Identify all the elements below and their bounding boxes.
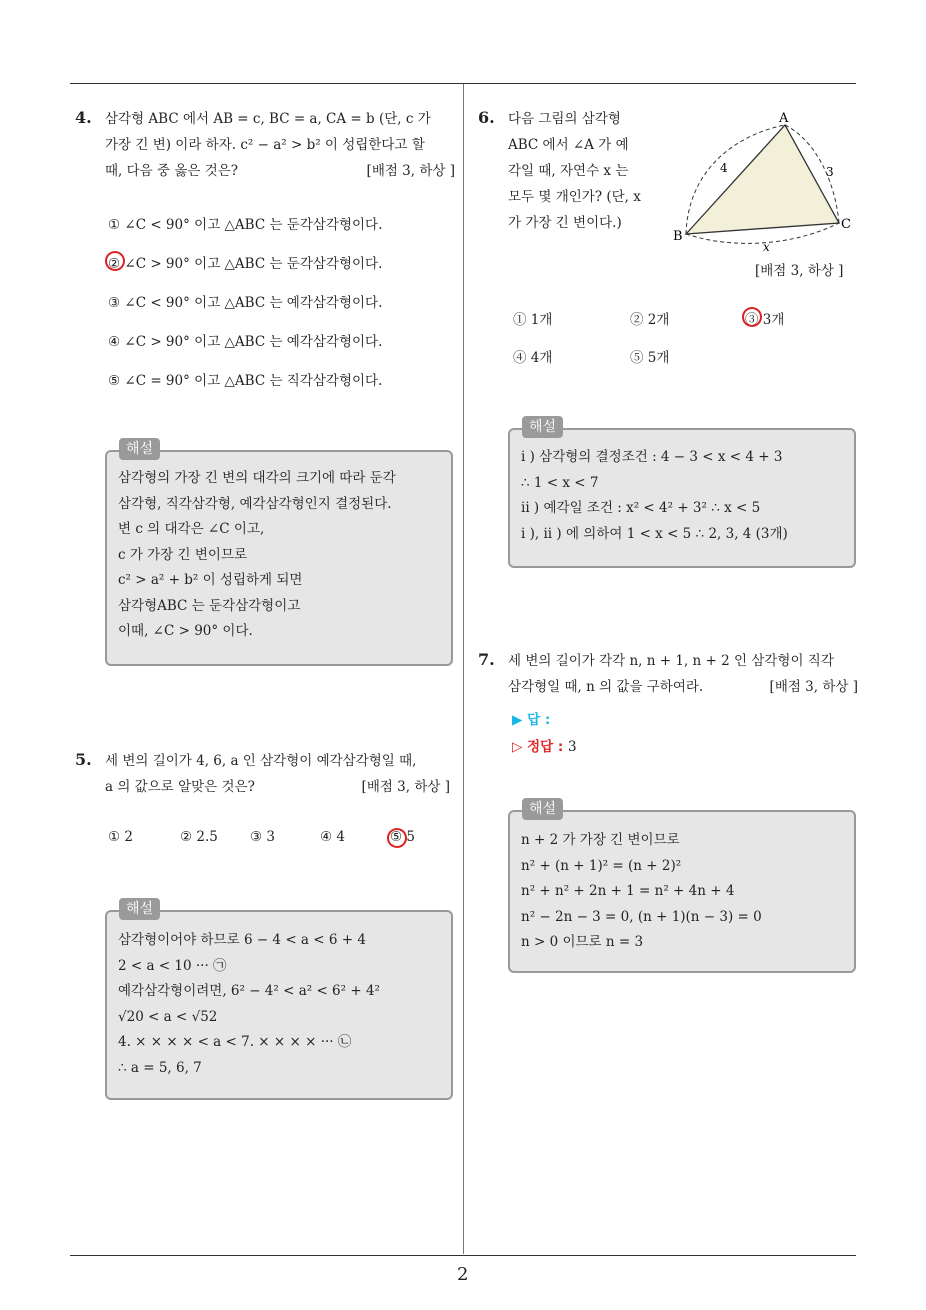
column-divider (463, 84, 464, 1254)
q7-answer-label: ▶ 답 : (512, 712, 551, 728)
q5-option-2[interactable]: ② 2.5 (180, 829, 218, 845)
side-ab-label: 4 (720, 161, 728, 175)
q4-option-5[interactable]: ⑤ ∠C = 90° 이고 △ABC 는 직각삼각형이다. (108, 373, 383, 389)
q6-solution-tag: 해설 (522, 416, 563, 438)
side-ac-label: 3 (826, 165, 834, 179)
bottom-rule (70, 1255, 856, 1256)
q6-points: [배점 3, 하상 ] (755, 263, 844, 279)
vertex-b-label: B (673, 229, 683, 244)
q5-text (105, 748, 450, 800)
q7-correct-label: ▷ 정답 : 3 (512, 739, 577, 755)
q4-option-1[interactable]: ① ∠C < 90° 이고 △ABC 는 둔각삼각형이다. (108, 217, 383, 233)
q5-solution-tag: 해설 (119, 898, 160, 920)
q6-text: 다음 그림의 삼각형 ABC 에서 ∠A 가 예 각일 때, 자연수 x 는 모두 몇 개인가? (단, x 가 가장 긴 변이다.) (508, 111, 641, 231)
vertex-c-label: C (841, 217, 851, 232)
q4-number: 4. (75, 108, 92, 127)
q4-solution-tag: 해설 (119, 438, 160, 460)
q6-option-4[interactable]: ④ 4개 (513, 350, 553, 366)
q7-correct-value: 3 (567, 739, 577, 755)
q6-number: 6. (478, 108, 495, 127)
q6-option-2[interactable]: ② 2개 (630, 312, 670, 328)
page-number: 2 (457, 1264, 469, 1285)
q5-line-1: 세 변의 길이가 4, 6, a 인 삼각형이 예각삼각형일 때, (105, 753, 417, 769)
vertex-a-label: A (779, 111, 789, 126)
q5-option-5[interactable]: ⑤ 5 (390, 829, 415, 845)
q5-option-1[interactable]: ① 2 (108, 829, 133, 845)
q7-points: [배점 3, 하상 ] (769, 679, 858, 695)
q6-option-3[interactable]: ③ 3개 (745, 312, 785, 328)
q6-solution-body: i ) 삼각형의 결정조건 : 4 − 3 < x < 4 + 3 ∴ 1 < x < 7 ii ) 예각일 조건 : x² < 4² + 3² ∴ x < 5 i ), ii ) 에 의하여 1 < x < 5 ∴ 2, 3, 4 (3개) (521, 449, 788, 542)
q4-text (105, 106, 455, 184)
q4-line-3: 때, 다음 중 옳은 것은? [배점 3, 하상 ] (105, 158, 455, 184)
side-bc-label: x (763, 240, 770, 254)
q7-text: 세 변의 길이가 각각 n, n + 1, n + 2 인 삼각형이 직각 삼각형일 때, n 의 값을 구하여라. [배점 3, 하상 ] (508, 648, 858, 700)
q4-option-3[interactable]: ③ ∠C < 90° 이고 △ABC 는 예각삼각형이다. (108, 295, 383, 311)
q5-solution-body: 삼각형이어야 하므로 6 − 4 < a < 6 + 4 2 < a < 10 ··· ㉠ 예각삼각형이려면, 6² − 4² < a² < 6² + 4² √20 < a < √52 4. × × × × < a < 7. × × × × ··· ㉡ ∴ a = 5, 6, 7 (118, 932, 380, 1076)
q6-option-1[interactable]: ① 1개 (513, 312, 553, 328)
q4-option-2[interactable]: ② ∠C > 90° 이고 △ABC 는 둔각삼각형이다. (108, 256, 383, 272)
q4-solution-body: 삼각형의 가장 긴 변의 대각의 크기에 따라 둔각 삼각형, 직각삼각형, 예각삼각형인지 결정된다. 변 c 의 대각은 ∠C 이고, c 가 가장 긴 변이므로 c² > a² + b² 이 성립하게 되면 삼각형ABC 는 둔각삼각형이고 이때, ∠C > 90° 이다. (118, 470, 396, 639)
q4-option-4[interactable]: ④ ∠C > 90° 이고 △ABC 는 예각삼각형이다. (108, 334, 383, 350)
triangle-figure (665, 110, 860, 260)
q7-solution-tag: 해설 (522, 798, 563, 820)
q5-option-4[interactable]: ④ 4 (320, 829, 345, 845)
q5-line-2: a 의 값으로 알맞은 것은? [배점 3, 하상 ] (105, 774, 450, 800)
q4-points: [배점 3, 하상 ] (366, 163, 455, 179)
q4-line-1: 삼각형 ABC 에서 AB = c, BC = a, CA = b (단, c 가 (105, 111, 431, 127)
q7-number: 7. (478, 650, 495, 669)
q7-solution-body: n + 2 가 가장 긴 변이므로 n² + (n + 1)² = (n + 2)² n² + n² + 2n + 1 = n² + 4n + 4 n² − 2n − 3 = 0, (n + 1)(n − 3) = 0 n > 0 이므로 n = 3 (521, 832, 762, 950)
q6-option-5[interactable]: ⑤ 5개 (630, 350, 670, 366)
q5-option-3[interactable]: ③ 3 (250, 829, 275, 845)
q4-line-2: 가장 긴 변) 이라 하자. c² − a² > b² 이 성립한다고 할 (105, 137, 425, 153)
q5-points: [배점 3, 하상 ] (361, 779, 450, 795)
q5-number: 5. (75, 750, 92, 769)
